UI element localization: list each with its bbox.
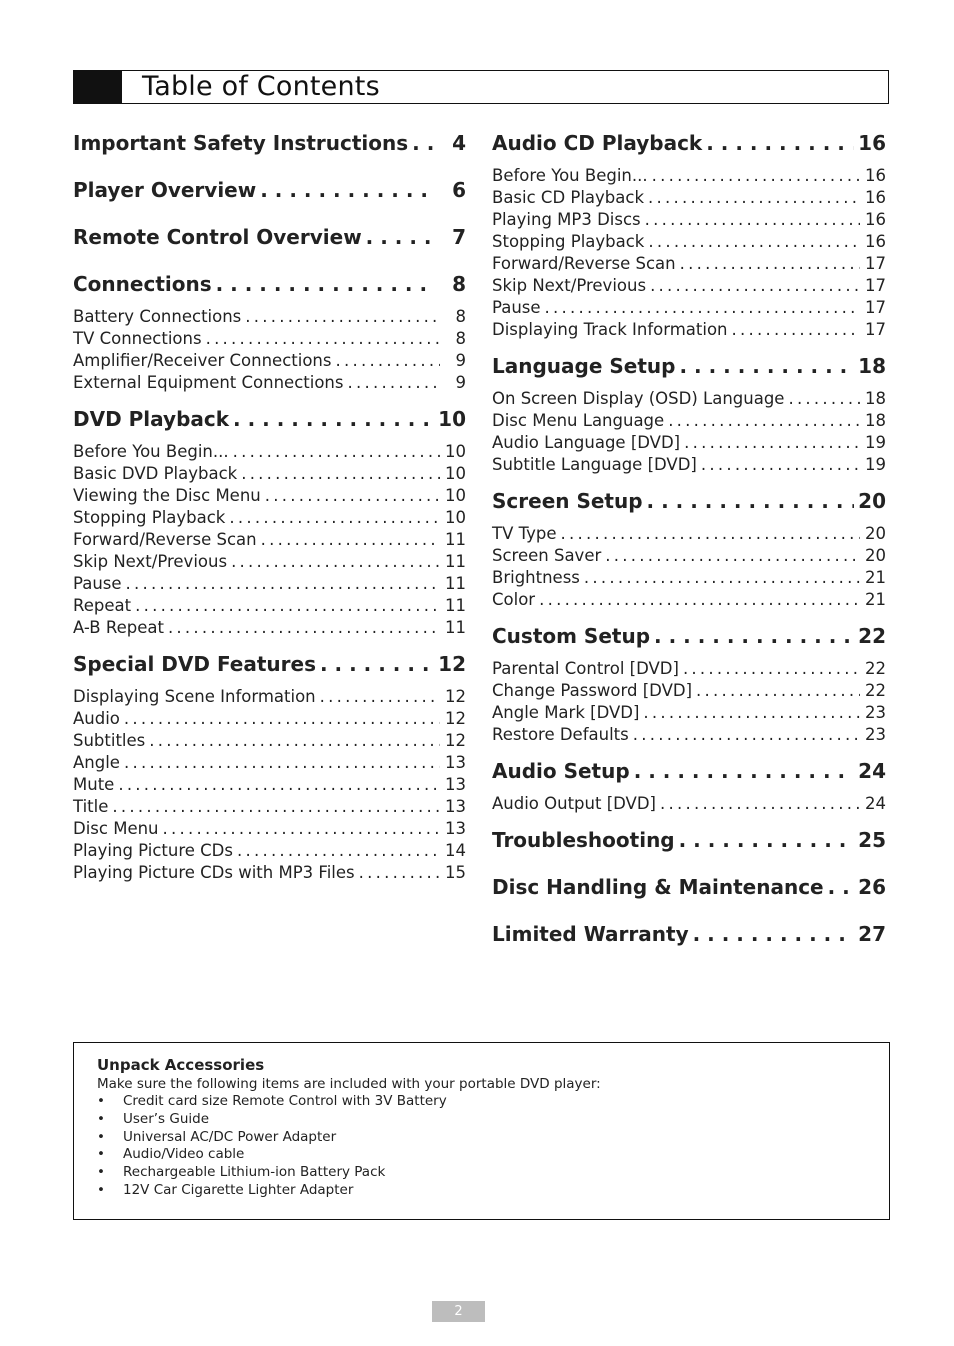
toc-left-column [73,128,466,894]
toc-entry [492,432,886,454]
toc-entry [492,410,886,432]
leader-dots [679,351,854,381]
leader-dots [605,545,860,567]
toc-heading-label: Connections [73,272,212,296]
toc-entry [492,388,886,410]
leader-dots [668,410,860,432]
toc-entry [492,209,886,231]
toc-entry-page: 15 [445,863,466,882]
toc-entry-page: 19 [865,433,886,452]
toc-heading [492,872,886,909]
toc-entry [73,350,466,372]
leader-dots [693,919,855,949]
toc-heading [492,621,886,658]
toc-heading-label: DVD Playback [73,407,230,431]
toc-entry-page: 11 [445,552,466,571]
toc-entry-page: 13 [445,753,466,772]
toc-entry [492,275,886,297]
leader-dots [539,589,860,611]
toc-entry [73,796,466,818]
toc-section [73,649,466,884]
toc-entry-page: 17 [865,320,886,339]
accessories-title: Unpack Accessories [97,1056,265,1074]
toc-entry [492,165,886,187]
toc-heading-label: Screen Setup [492,489,643,513]
toc-heading-label: Audio CD Playback [492,131,703,155]
toc-entry [73,328,466,350]
toc-entry [73,507,466,529]
toc-heading-page: 16 [858,131,886,155]
toc-entry [73,862,466,884]
toc-entry-label: Playing MP3 Discs [492,210,641,229]
toc-entry [492,253,886,275]
toc-heading-page: 7 [452,225,466,249]
toc-heading [73,175,466,212]
toc-entry [492,702,886,724]
toc-entry [492,319,886,341]
toc-heading-page: 25 [858,828,886,852]
toc-entry-label: Subtitles [73,731,146,750]
toc-entry [73,573,466,595]
toc-heading-label: Special DVD Features [73,652,316,676]
toc-entry-page: 18 [865,411,886,430]
toc-entry-label: Audio Language [DVD] [492,433,681,452]
toc-heading-label: Important Safety Instructions [73,131,409,155]
accessory-item [97,1146,889,1164]
toc-entry-page: 11 [445,530,466,549]
accessory-item-label: Universal AC/DC Power Adapter [123,1128,337,1145]
leader-dots [260,175,436,205]
toc-entry-page: 20 [865,546,886,565]
leader-dots [245,306,440,328]
toc-entry [492,187,886,209]
toc-entry [492,231,886,253]
toc-entry-label: Playing Picture CDs with MP3 Files [73,863,355,882]
toc-entry-label: Parental Control [DVD] [492,659,679,678]
toc-entry-label: A-B Repeat [73,618,164,637]
toc-heading-page: 20 [858,489,886,513]
leader-dots [650,275,860,297]
leader-dots [412,128,436,158]
toc-entry-label: Amplifier/Receiver Connections [73,351,332,370]
toc-entry-page: 9 [455,373,466,392]
toc-right-column [492,128,886,966]
toc-heading-page: 10 [438,407,466,431]
toc-entry-label: Disc Menu Language [492,411,665,430]
toc-entry-label: Title [73,797,109,816]
leader-dots [124,752,440,774]
toc-entry-label: Angle [73,753,120,772]
leader-dots [231,551,440,573]
toc-entry-page: 11 [445,596,466,615]
toc-section [492,486,886,611]
toc-heading [73,128,466,165]
leader-dots [679,825,855,855]
toc-entry-label: Forward/Reverse Scan [73,530,257,549]
leader-dots [168,617,440,639]
toc-entry-page: 21 [865,590,886,609]
bullet-icon: • [97,1110,105,1127]
toc-entry-page: 10 [445,442,466,461]
leader-dots [124,708,440,730]
title-block-decoration [74,71,122,103]
toc-entry-page: 16 [865,232,886,251]
bullet-icon: • [97,1164,105,1181]
accessories-list [97,1093,889,1200]
leader-dots [645,209,860,231]
accessory-item [97,1129,889,1147]
toc-heading-label: Disc Handling & Maintenance [492,875,824,899]
toc-entry-label: Disc Menu [73,819,159,838]
toc-entry-page: 10 [445,464,466,483]
toc-entry-label: Subtitle Language [DVD] [492,455,697,474]
accessory-item [97,1182,889,1200]
leader-dots [237,840,440,862]
toc-section [73,222,466,259]
toc-entry [492,680,886,702]
leader-dots [347,372,440,394]
accessory-item-label: User’s Guide [123,1110,210,1127]
toc-heading-label: Language Setup [492,354,676,378]
toc-heading [492,919,886,956]
toc-heading [492,486,886,523]
toc-entry [73,818,466,840]
toc-entry-page: 23 [865,703,886,722]
accessory-item [97,1111,889,1129]
toc-entry-page: 24 [865,794,886,813]
leader-dots [701,454,860,476]
toc-entry-label: Stopping Playback [492,232,645,251]
toc-entry [492,658,886,680]
toc-heading-page: 22 [858,624,886,648]
toc-entry [492,545,886,567]
toc-heading-page: 6 [452,178,466,202]
toc-entry-label: Angle Mark [DVD] [492,703,640,722]
toc-entry-page: 17 [865,254,886,273]
leader-dots [680,253,860,275]
toc-heading-page: 12 [438,652,466,676]
leader-dots [320,686,440,708]
leader-dots [654,621,854,651]
toc-entry-page: 18 [865,389,886,408]
toc-entry-label: Audio Output [DVD] [492,794,656,813]
leader-dots [788,388,860,410]
toc-entry-label: Screen Saver [492,546,602,565]
leader-dots [241,463,440,485]
toc-entry [73,463,466,485]
toc-entry [73,617,466,639]
toc-entry-label: Restore Defaults [492,725,629,744]
toc-entry-page: 11 [445,574,466,593]
toc-entry [492,523,886,545]
toc-entry-page: 13 [445,775,466,794]
bullet-icon: • [97,1146,105,1163]
toc-section [73,269,466,394]
leader-dots [135,595,440,617]
toc-entry-page: 14 [445,841,466,860]
toc-heading [492,128,886,165]
toc-heading [492,825,886,862]
toc-heading [492,756,886,793]
toc-heading-page: 8 [452,272,466,296]
toc-entry [73,774,466,796]
toc-entry [73,840,466,862]
leader-dots [633,724,860,746]
accessory-item-label: Credit card size Remote Control with 3V Battery [123,1093,447,1109]
leader-dots [265,485,440,507]
toc-entry-page: 13 [445,797,466,816]
leader-dots [320,649,434,679]
toc-entry-page: 12 [445,731,466,750]
toc-entry [492,724,886,746]
toc-entry [73,686,466,708]
leader-dots [206,328,440,350]
toc-entry-label: Repeat [73,596,132,615]
leader-dots [126,573,440,595]
toc-entry-page: 20 [865,524,886,543]
toc-entry-page: 22 [865,659,886,678]
leader-dots [732,319,860,341]
toc-heading-label: Remote Control Overview [73,225,362,249]
toc-entry-label: Stopping Playback [73,508,226,527]
toc-entry-page: 17 [865,276,886,295]
toc-heading-label: Custom Setup [492,624,651,648]
toc-entry [73,595,466,617]
accessories-intro: Make sure the following items are included with your portable DVD player: [97,1076,601,1092]
toc-entry-label: Pause [73,574,122,593]
toc-entry [492,793,886,815]
toc-entry-label: Basic DVD Playback [73,464,238,483]
leader-dots [643,702,860,724]
toc-heading-label: Troubleshooting [492,828,675,852]
toc-section [73,404,466,639]
toc-heading [73,222,466,259]
toc-entry [73,551,466,573]
title-bar [73,70,889,104]
toc-entry-page: 16 [865,210,886,229]
toc-entry-label: Brightness [492,568,580,587]
leader-dots [684,432,860,454]
toc-entry-page: 11 [445,618,466,637]
leader-dots [648,231,860,253]
leader-dots [706,128,854,158]
toc-section [492,919,886,956]
toc-entry-label: Skip Next/Previous [73,552,228,571]
toc-entry-label: External Equipment Connections [73,373,344,392]
toc-entry-label: Battery Connections [73,307,242,326]
toc-entry-label: TV Type [492,524,557,543]
toc-entry-page: 8 [455,329,466,348]
toc-entry-label: Before You Begin... [492,166,648,185]
toc-entry-page: 22 [865,681,886,700]
leader-dots [163,818,440,840]
toc-entry [492,297,886,319]
toc-entry-label: Audio [73,709,120,728]
toc-section [492,128,886,341]
toc-entry-label: Skip Next/Previous [492,276,647,295]
toc-entry-label: Displaying Scene Information [73,687,316,706]
toc-entry-label: On Screen Display (OSD) Language [492,389,785,408]
toc-heading-page: 24 [858,759,886,783]
leader-dots [261,529,440,551]
toc-section [492,825,886,862]
leader-dots [561,523,860,545]
toc-section [492,872,886,909]
accessory-item-label: Rechargeable Lithium-ion Battery Pack [123,1164,386,1181]
toc-entry [492,567,886,589]
leader-dots [660,793,860,815]
toc-entry-page: 10 [445,508,466,527]
toc-entry [73,730,466,752]
leader-dots [647,486,855,516]
toc-entry-label: Before You Begin... [73,442,229,461]
toc-entry-page: 12 [445,709,466,728]
toc-entry [73,441,466,463]
toc-heading-label: Audio Setup [492,759,630,783]
toc-entry-label: TV Connections [73,329,202,348]
toc-heading-label: Player Overview [73,178,257,202]
leader-dots [683,658,860,680]
toc-entry-label: Pause [492,298,541,317]
leader-dots [359,862,440,884]
toc-heading [492,351,886,388]
toc-heading-page: 4 [452,131,466,155]
toc-section [73,128,466,165]
leader-dots [112,796,440,818]
toc-entry-page: 23 [865,725,886,744]
leader-dots [229,507,440,529]
toc-entry-label: Color [492,590,536,609]
toc-entry [492,589,886,611]
leader-dots [828,872,855,902]
bullet-icon: • [97,1181,105,1198]
toc-entry-page: 8 [455,307,466,326]
toc-entry [73,708,466,730]
leader-dots [335,350,440,372]
toc-entry [73,306,466,328]
toc-section [492,351,886,476]
toc-entry-label: Mute [73,775,115,794]
accessory-item-label: Audio/Video cable [123,1146,245,1163]
toc-heading-label: Limited Warranty [492,922,689,946]
toc-heading-page: 18 [858,354,886,378]
toc-entry-page: 21 [865,568,886,587]
leader-dots [216,269,436,299]
toc-section [492,621,886,746]
toc-entry [73,485,466,507]
toc-entry-page: 9 [455,351,466,370]
toc-section [73,175,466,212]
accessory-item [97,1093,889,1111]
toc-entry [73,529,466,551]
toc-entry-page: 10 [445,486,466,505]
toc-heading [73,649,466,686]
toc-entry [73,372,466,394]
leader-dots [366,222,436,252]
toc-section [492,756,886,815]
toc-entry-page: 13 [445,819,466,838]
toc-entry-label: Displaying Track Information [492,320,728,339]
accessory-item [97,1164,889,1182]
leader-dots [545,297,860,319]
toc-entry-label: Change Password [DVD] [492,681,693,700]
toc-heading [73,269,466,306]
toc-entry [73,752,466,774]
toc-entry-page: 16 [865,188,886,207]
leader-dots [118,774,440,796]
page-number: 2 [432,1301,485,1322]
leader-dots [634,756,854,786]
toc-entry-label: Basic CD Playback [492,188,645,207]
leader-dots [696,680,860,702]
toc-heading-page: 26 [858,875,886,899]
toc-entry [492,454,886,476]
toc-entry-page: 12 [445,687,466,706]
toc-entry-page: 17 [865,298,886,317]
toc-heading [73,404,466,441]
toc-entry-label: Forward/Reverse Scan [492,254,676,273]
bullet-icon: • [97,1128,105,1145]
bullet-icon: • [97,1093,105,1109]
leader-dots [652,165,860,187]
leader-dots [648,187,860,209]
unpack-accessories-box [73,1042,890,1220]
toc-entry-label: Playing Picture CDs [73,841,233,860]
leader-dots [149,730,440,752]
accessory-item-label: 12V Car Cigarette Lighter Adapter [123,1181,354,1198]
toc-entry-page: 16 [865,166,886,185]
page-title: Table of Contents [142,71,380,102]
toc-entry-label: Viewing the Disc Menu [73,486,261,505]
toc-heading-page: 27 [858,922,886,946]
leader-dots [233,441,440,463]
leader-dots [233,404,434,434]
leader-dots [584,567,860,589]
toc-entry-page: 19 [865,455,886,474]
